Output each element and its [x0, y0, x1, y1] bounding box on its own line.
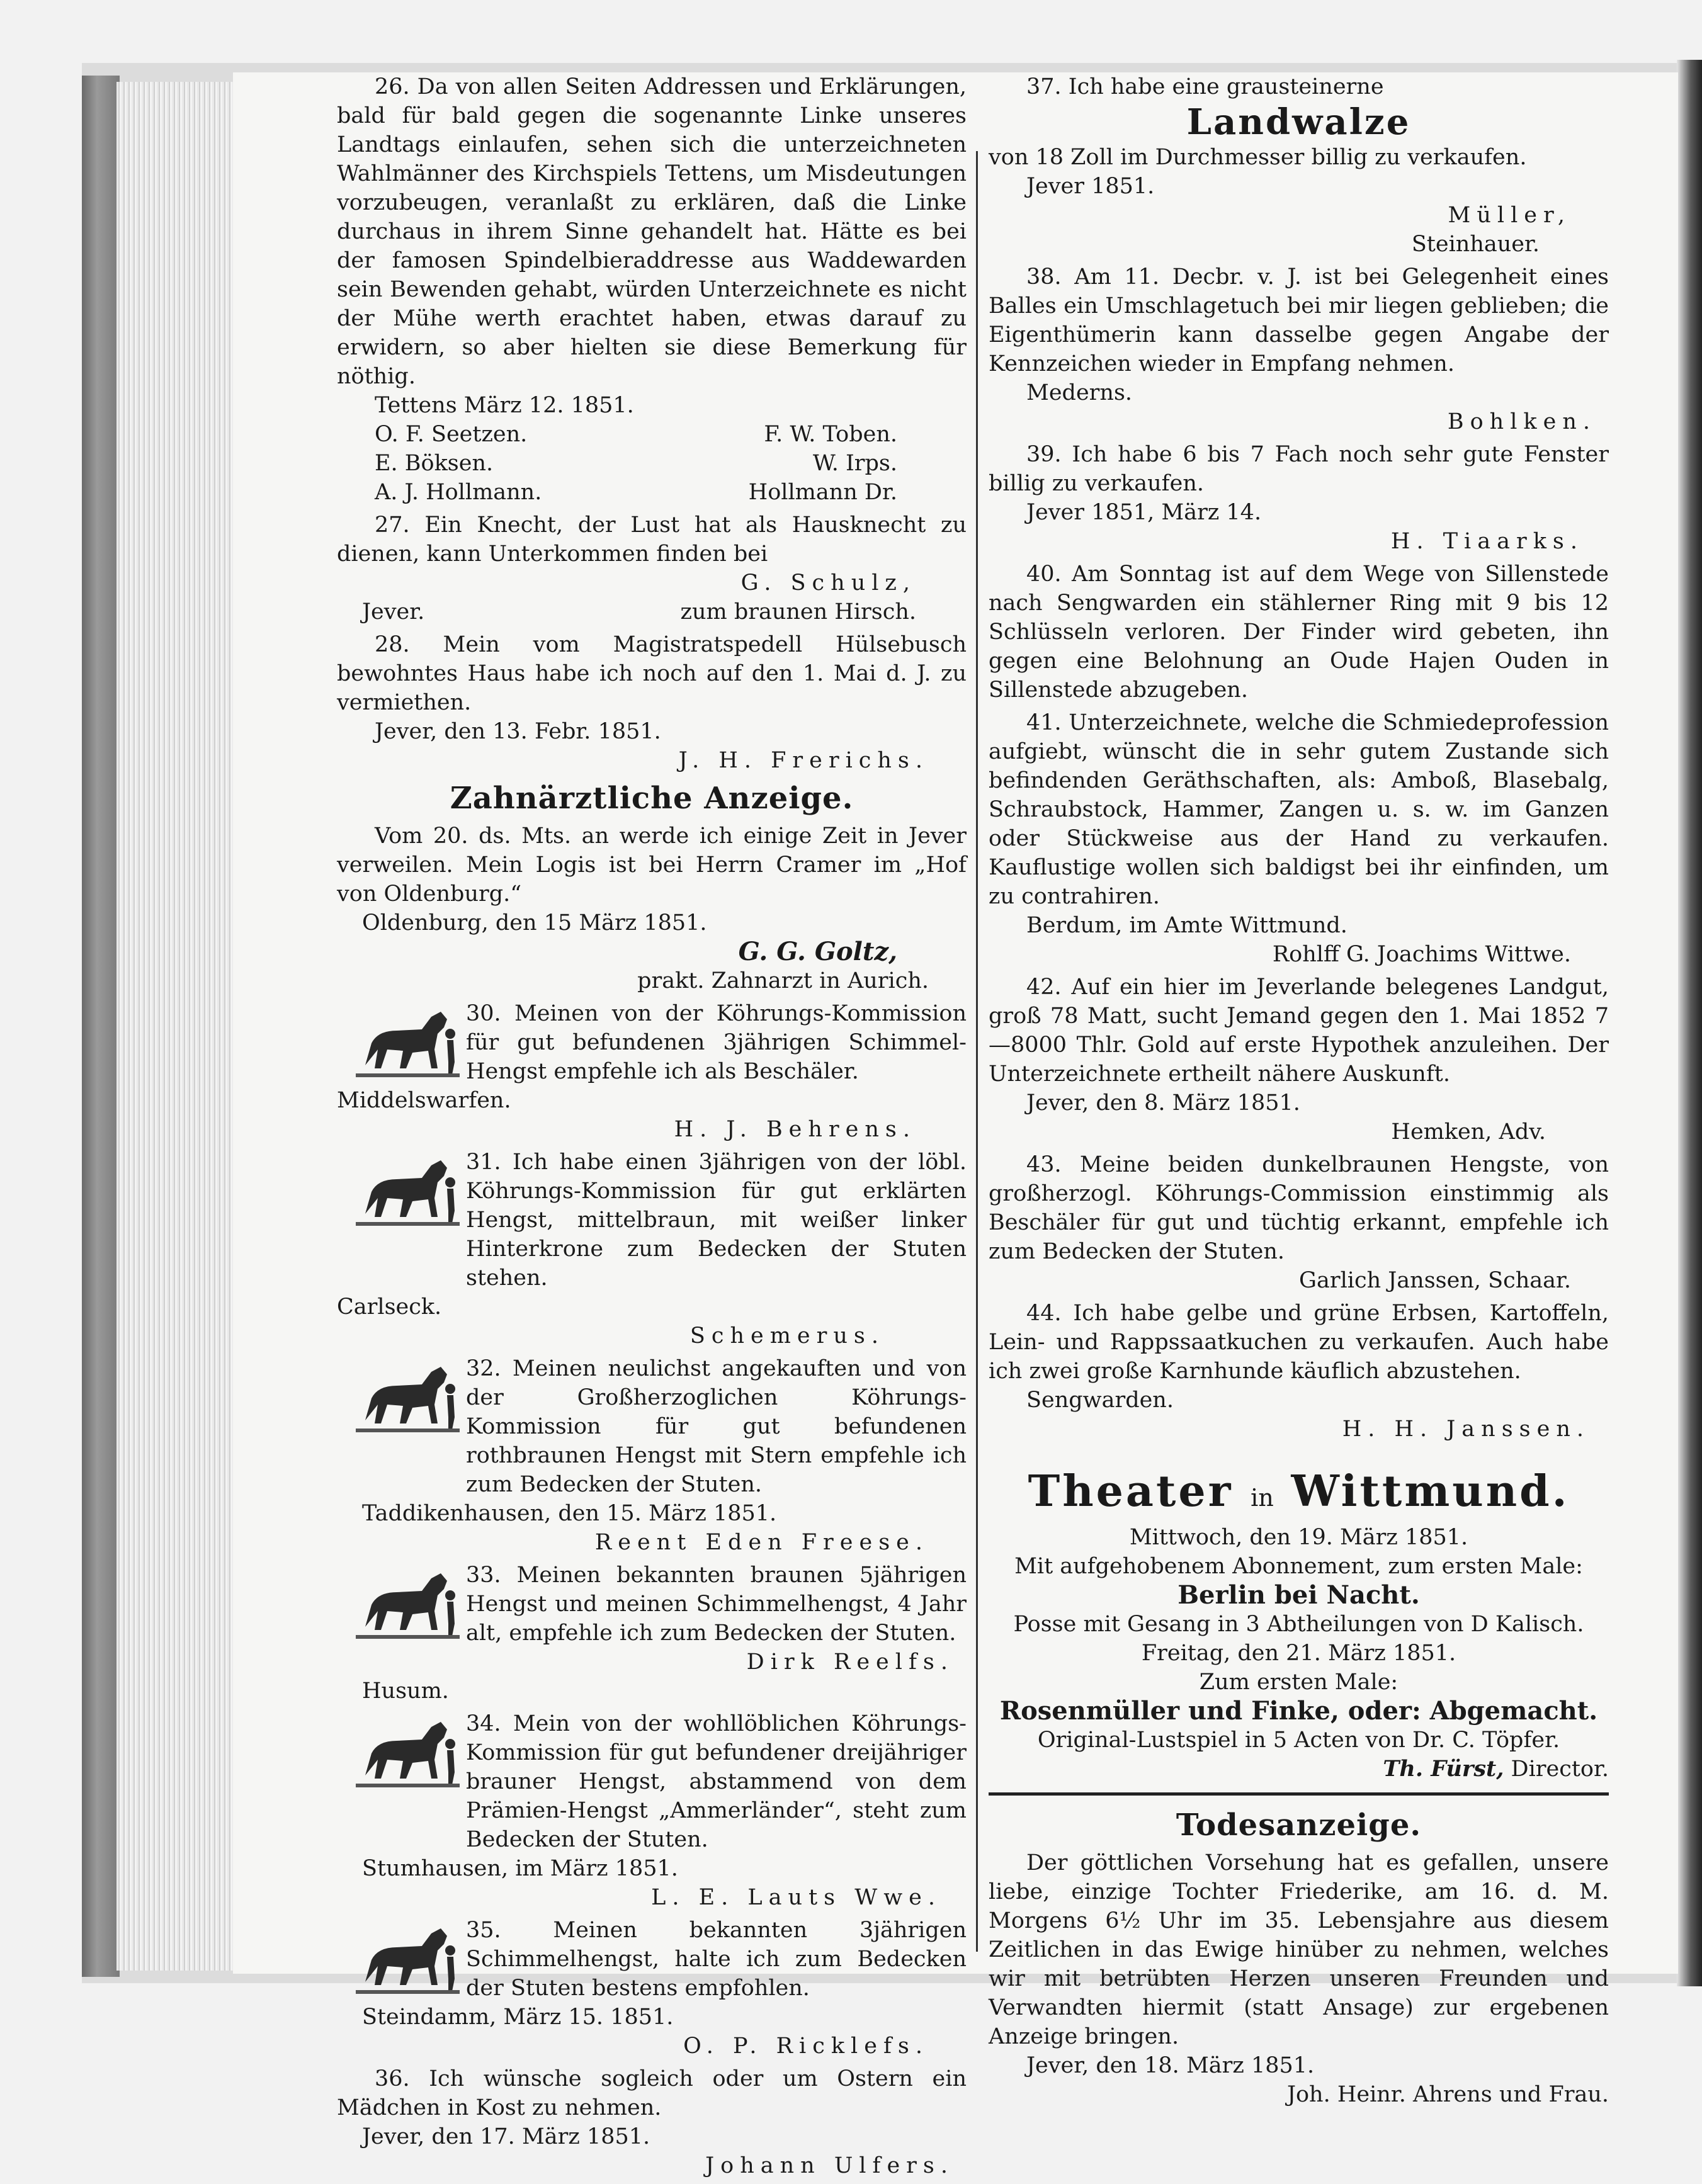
signer: H. H. Janssen. — [1342, 1417, 1590, 1442]
theater-title-word: Theater — [1028, 1466, 1234, 1517]
ad-text: 36. Ich wünsche sogleich oder um Ostern ein Mädchen in Kost zu nehmen. — [337, 2066, 967, 2120]
ad-27 — [337, 511, 967, 626]
signer: F. W. Toben. — [764, 422, 897, 447]
ad-41 — [989, 708, 1609, 969]
ad-42 — [989, 973, 1609, 1146]
dateline: Jever 1851. — [1026, 174, 1155, 199]
ad-36 — [337, 2064, 967, 2180]
ad-zahnarzt — [337, 822, 967, 995]
director-name: Th. Fürst, — [1383, 1756, 1504, 1782]
right-column — [989, 72, 1609, 2113]
horse-icon — [353, 1567, 463, 1643]
landwalze-title: Landwalze — [1186, 101, 1411, 143]
signer: H. J. Behrens. — [674, 1117, 916, 1142]
place: Husum. — [362, 1678, 449, 1704]
todesanzeige-heading: Todesanzeige. — [1176, 1808, 1422, 1843]
ad-text: 39. Ich habe 6 bis 7 Fach noch sehr gute Fenster billig zu verkaufen. — [989, 442, 1609, 496]
page-edges — [116, 82, 242, 1971]
dateline: Tettens März 12. 1851. — [375, 393, 634, 418]
signer-note: Steinhauer. — [1411, 232, 1540, 257]
theater-title-in: in — [1251, 1484, 1274, 1512]
dateline: Jever, den 13. Febr. 1851. — [375, 719, 661, 744]
ad-43 — [989, 1150, 1609, 1295]
ad-text: Der göttlichen Vorsehung hat es gefallen, unsere liebe, einzige Tochter Friederike, am 16. d. M. Morgens 6½ Uhr im 35. Lebensjahre aus diesem Zeitlichen in das Ewige hinüber zu nehmen, welches wir mit betrübten Herzen unseren Freunden und Verwandten hiermit (statt Ansage) zur ergebenen Anzeige bringen. — [989, 1850, 1609, 2049]
horse-icon — [353, 1361, 463, 1436]
theater-play-1-desc: Posse mit Gesang in 3 Abtheilungen von D Kalisch. — [1013, 1612, 1584, 1637]
signer: Dirk Reelfs. — [746, 1649, 954, 1675]
signer: A. J. Hollmann. — [375, 480, 542, 505]
ad-text: 42. Auf ein hier im Jeverlande belegenes Landgut, groß 78 Matt, sucht Jemand gegen den 1. Mai 1852 7—8000 Thlr. Gold auf erste Hypothek anzuleihen. Der Unterzeichnete ertheilt nähere Auskunft. — [989, 975, 1609, 1087]
director-title: Director. — [1511, 1757, 1609, 1782]
place: Carlseck. — [337, 1294, 442, 1320]
theater-line: Mit aufgehobenem Abonnement, zum ersten Male: — [1014, 1554, 1583, 1579]
theater-title-place: Wittmund. — [1291, 1466, 1570, 1517]
ad-35 — [337, 1916, 967, 2061]
signer: L. E. Lauts Wwe. — [651, 1885, 941, 1910]
dateline: Jever, den 8. März 1851. — [1026, 1090, 1300, 1116]
ad-30 — [337, 999, 967, 1144]
place: Mederns. — [1026, 380, 1133, 405]
ad-text: 31. Ich habe einen 3jährigen von der löbl. Köhrungs-Kommission für gut erklärten Hengst, mittelbraun, mit weißer linker Hinterkrone zum Bedecken der Stuten stehen. — [466, 1150, 967, 1291]
horse-icon — [353, 1922, 463, 1998]
horse-icon — [353, 1716, 463, 1791]
signer: G. G. Goltz, — [738, 937, 897, 966]
ad-31 — [337, 1148, 967, 1350]
signer: Johann Ulfers. — [705, 2153, 954, 2178]
ad-text: 33. Meinen bekannten braunen 5jährigen Hengst und meinen Schimmelhengst, 4 Jahr alt, empfehle ich zum Bedecken der Stuten. — [466, 1563, 967, 1646]
signer: Joh. Heinr. Ahrens und Frau. — [1286, 2082, 1609, 2107]
theater-play-2-desc: Original-Lustspiel in 5 Acten von Dr. C. Töpfer. — [1037, 1728, 1560, 1753]
dateline: Steindamm, März 15. 1851. — [362, 2005, 674, 2030]
horse-icon — [353, 1154, 463, 1230]
signer: Garlich Janssen, Schaar. — [1299, 1268, 1571, 1293]
ad-text: 40. Am Sonntag ist auf dem Wege von Sillenstede nach Sengwarden ein stählerner Ring mit 9 bis 12 Schlüsseln verloren. Der Finder wird gebeten, ihn gegen eine Belohnung an Oude Hajen Ouden in Sillenstede abzugeben. — [989, 562, 1609, 703]
theater-play-1: Berlin bei Nacht. — [1177, 1580, 1420, 1610]
ad-26 — [337, 72, 967, 507]
dateline: Berdum, im Amte Wittmund. — [1026, 913, 1347, 938]
ad-40 — [989, 560, 1609, 704]
ad-text: 34. Mein von der wohllöblichen Köhrungs-Kommission für gut befundener dreijähriger brauner Hengst, abstammend von dem Prämien-Hengst „Ammerländer“, steht zum Bedecken der Stuten. — [466, 1711, 967, 1852]
signer-note: zum braunen Hirsch. — [680, 599, 916, 625]
column-divider — [976, 151, 978, 1952]
signer-row — [337, 449, 967, 478]
place: Middelswarfen. — [337, 1088, 511, 1113]
ad-text: 27. Ein Knecht, der Lust hat als Hausknecht zu dienen, kann Unterkommen finden bei — [337, 512, 967, 567]
dateline: Taddikenhausen, den 15. März 1851. — [362, 1501, 777, 1526]
signer: G. Schulz, — [740, 570, 916, 596]
signer: Müller, — [1448, 203, 1571, 228]
signer: O. P. Ricklefs. — [683, 2034, 929, 2059]
ad-39 — [989, 440, 1609, 556]
ad-33 — [337, 1561, 967, 1706]
ad-text: von 18 Zoll im Durchmesser billig zu verkaufen. — [989, 145, 1527, 170]
ad-38 — [989, 263, 1609, 436]
ad-text: Vom 20. ds. Mts. an werde ich einige Zeit in Jever verweilen. Mein Logis ist bei Herrn Cramer im „Hof von Oldenburg.“ — [337, 823, 967, 907]
left-column — [337, 72, 967, 2184]
theater-play-2: Rosenmüller und Finke, oder: Abgemacht. — [999, 1696, 1598, 1726]
ad-44 — [989, 1299, 1609, 1444]
ad-text: 32. Meinen neulichst angekauften und von der Großherzoglichen Köhrungs-Kommission für gut befundenen rothbraunen Hengst mit Stern empfehle ich zum Bedecken der Stuten. — [466, 1356, 967, 1497]
dateline: Jever, den 17. März 1851. — [362, 2124, 650, 2149]
signer-row — [337, 420, 967, 449]
signer-row — [337, 478, 967, 507]
ad-34 — [337, 1709, 967, 1912]
signer: E. Böksen. — [375, 451, 494, 476]
theater-line: Zum ersten Male: — [1199, 1670, 1398, 1695]
zahnarzt-heading: Zahnärztliche Anzeige. — [450, 781, 854, 816]
signer: Hemken, Adv. — [1391, 1119, 1546, 1145]
place: Sengwarden. — [1026, 1388, 1174, 1413]
book-spine — [82, 76, 120, 1977]
theater-date-2: Freitag, den 21. März 1851. — [1141, 1641, 1456, 1666]
ad-todesanzeige — [989, 1848, 1609, 2109]
signer: Bohlken. — [1447, 409, 1596, 434]
signer: H. Tiaarks. — [1390, 529, 1584, 554]
ad-text: 26. Da von allen Seiten Addressen und Erklärungen, bald für bald gegen die sogenannte Linke unseres Landtags einlaufen, sehen sich die unterzeichneten Wahlmänner des Kirchspiels Tettens, um Misdeutungen vorzubeugen, veranlaßt zu erklären, daß die Linke durchaus in ihrem Sinne gehandelt hat. Hätte es bei der famosen Spindelbieraddresse aus Waddewarden sein Bewenden gehabt, würden Unterzeichnete es nicht der Mühe werth erachtet haben, etwas darauf zu erwidern, so aber hielten sie diese Bemerkung für nöthig. — [337, 74, 967, 389]
signer: W. Irps. — [812, 451, 897, 476]
ad-37 — [989, 72, 1609, 259]
ad-text: 44. Ich habe gelbe und grüne Erbsen, Kartoffeln, Lein- und Rappssaatkuchen zu verkaufen. Auch habe ich zwei große Karnhunde käuflich abzustehen. — [989, 1301, 1609, 1384]
theater-title — [989, 1466, 1609, 1523]
theater-date-1: Mittwoch, den 19. März 1851. — [1129, 1525, 1468, 1550]
signer: Schemerus. — [689, 1323, 885, 1349]
signer: Reent Eden Freese. — [594, 1530, 929, 1555]
dateline: Jever 1851, März 14. — [1026, 500, 1262, 525]
ad-text: 37. Ich habe eine grausteinerne — [1026, 74, 1384, 99]
dateline: Stumhausen, im März 1851. — [362, 1856, 678, 1881]
horse-icon — [353, 1005, 463, 1081]
theater-director — [989, 1755, 1609, 1784]
ad-text: 38. Am 11. Decbr. v. J. ist bei Gelegenheit eines Balles ein Umschlagetuch bei mir liegen geblieben; die Eigenthümerin kann dasselbe gegen Angabe der Kennzeichen wieder in Empfang nehmen. — [989, 264, 1609, 376]
section-rule — [989, 1792, 1609, 1796]
ad-text: 30. Meinen von der Köhrungs-Kommission für gut befundenen 3jährigen Schimmel-Hengst empfehle ich als Beschäler. — [466, 1001, 967, 1084]
ad-28 — [337, 630, 967, 775]
signer-note: prakt. Zahnarzt in Aurich. — [637, 968, 929, 993]
dateline: Oldenburg, den 15 März 1851. — [362, 910, 707, 936]
dateline: Jever, den 18. März 1851. — [1026, 2053, 1315, 2078]
signer: O. F. Seetzen. — [375, 422, 528, 447]
ad-text: 41. Unterzeichnete, welche die Schmiedeprofession aufgiebt, wünscht die in sehr gutem Zustande sich befindenden Geräthschaften, als: Amboß, Blasebalg, Schraubstock, Hammer, Zangen u. s. w. im Ganzen oder Stückweise aus der Hand zu verkaufen. Kauflustige wollen sich baldigst bei ihr einfinden, um zu contrahiren. — [989, 710, 1609, 909]
place: Jever. — [362, 599, 425, 625]
ad-text: 43. Meine beiden dunkelbraunen Hengste, von großherzogl. Köhrungs-Commission einstimmig als Beschäler für gut und tüchtig erkannt, empfehle ich zum Bedecken der Stuten. — [989, 1152, 1609, 1264]
ad-32 — [337, 1354, 967, 1557]
right-page-edge — [1677, 60, 1702, 1986]
ad-text: 28. Mein vom Magistratspedell Hülsebusch bewohntes Haus habe ich noch auf den 1. Mai d. J. zu vermiethen. — [337, 632, 967, 715]
signer: Hollmann Dr. — [748, 480, 897, 505]
ad-text: 35. Meinen bekannten 3jährigen Schimmelhengst, halte ich zum Bedecken der Stuten bestens empfohlen. — [466, 1918, 967, 2001]
signer: Rohlff G. Joachims Wittwe. — [1272, 942, 1571, 967]
signer: J. H. Frerichs. — [678, 748, 929, 773]
signer-line — [337, 597, 967, 626]
